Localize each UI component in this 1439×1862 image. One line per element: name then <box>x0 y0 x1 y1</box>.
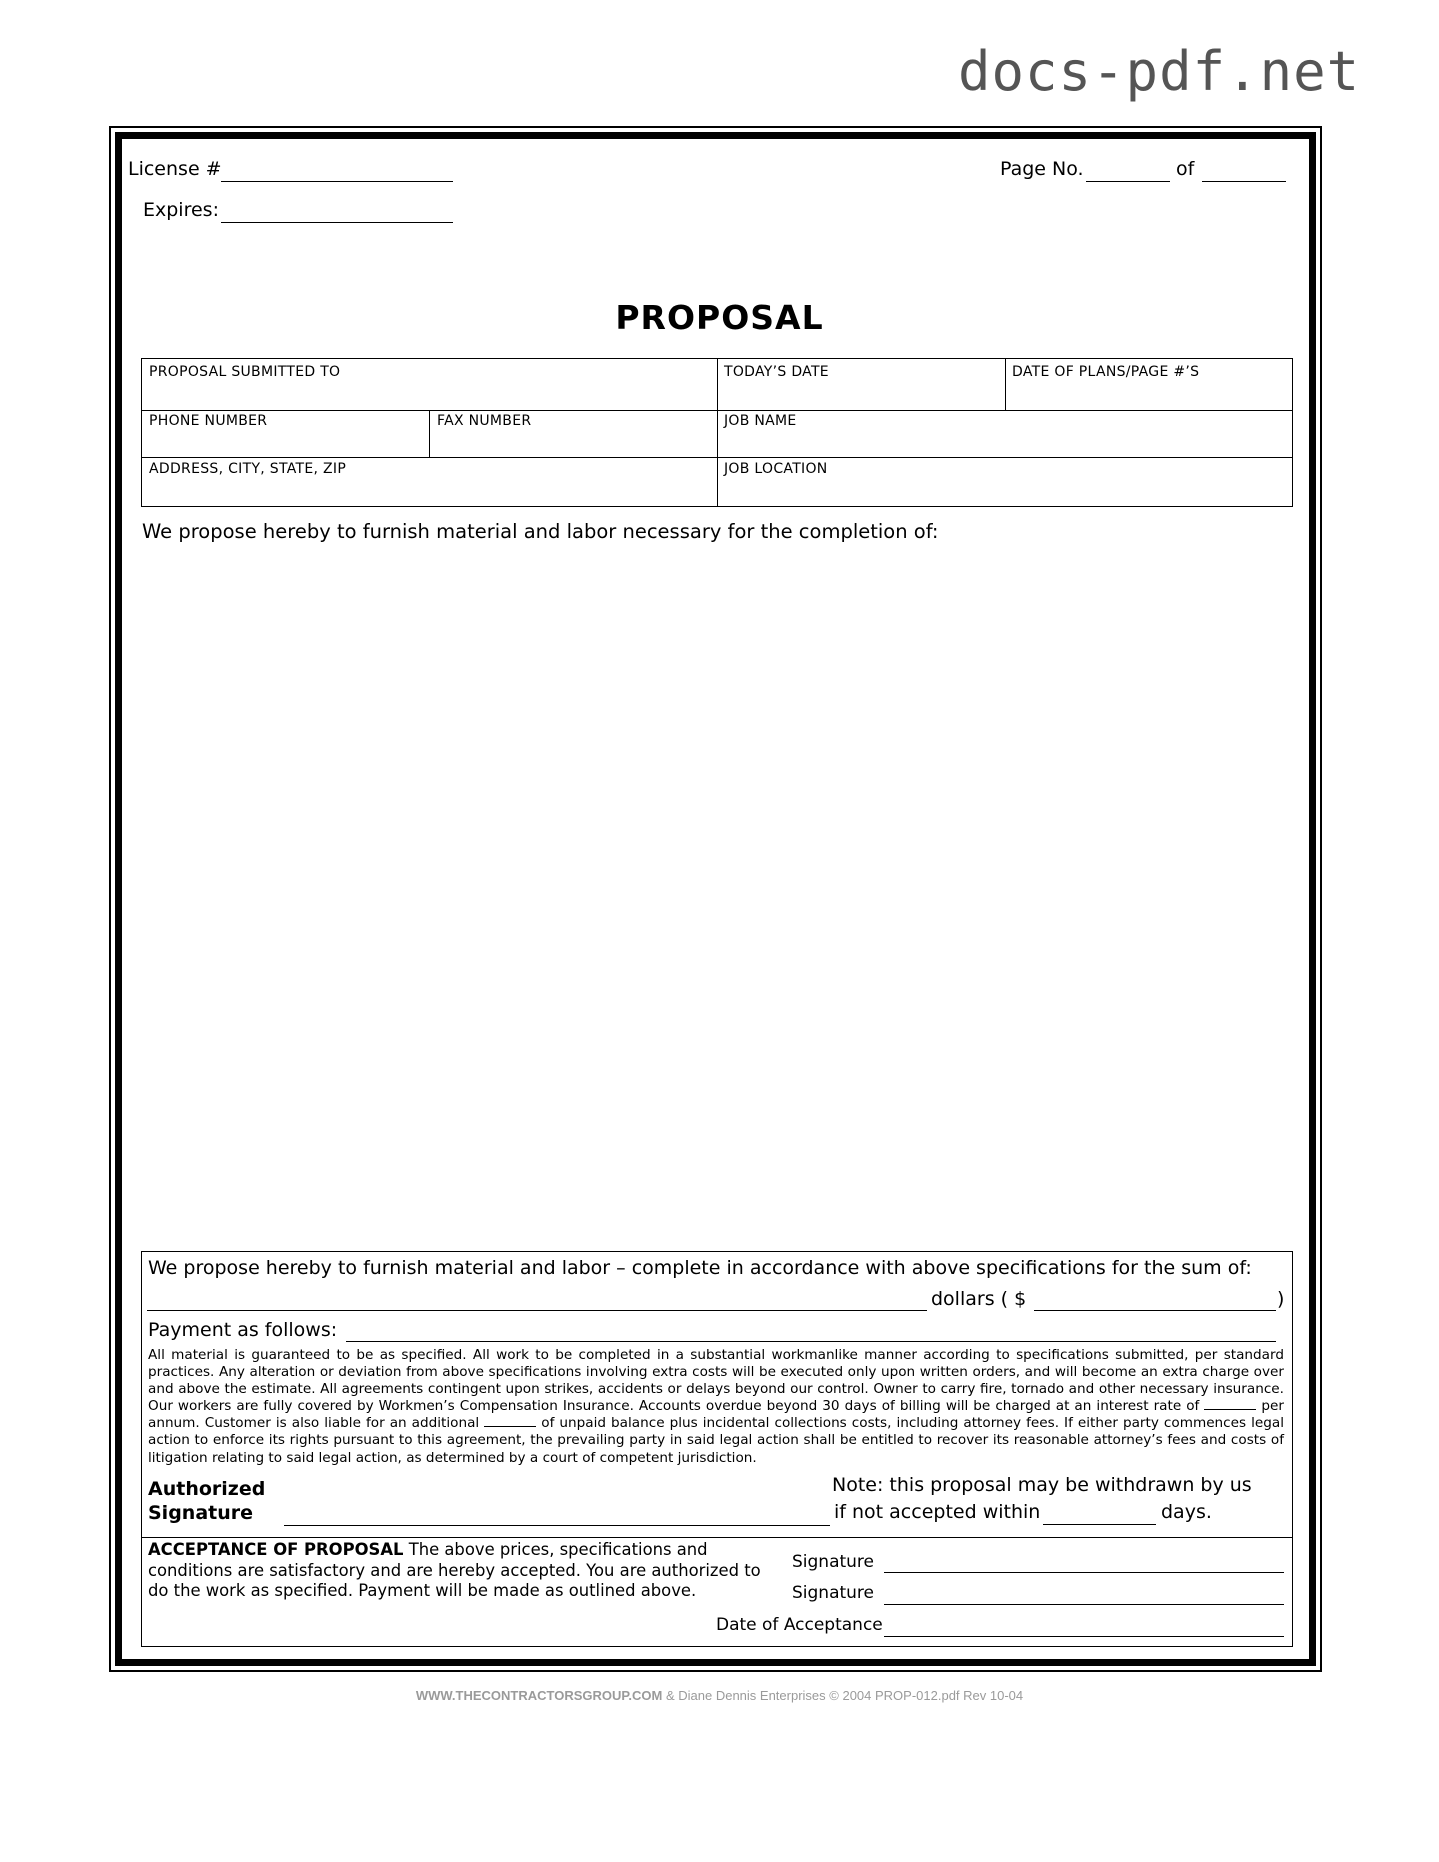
sum-words-field[interactable] <box>147 1310 927 1311</box>
date-of-acceptance-label: Date of Acceptance <box>716 1615 883 1635</box>
signature-field-2[interactable] <box>884 1604 1284 1605</box>
authorized-line1: Authorized <box>148 1478 266 1500</box>
address-label: ADDRESS, CITY, STATE, ZIP <box>149 461 347 477</box>
acceptance-divider <box>142 1537 1292 1538</box>
footer-site: WWW.THECONTRACTORSGROUP.COM <box>415 1688 663 1703</box>
acceptance-heading: ACCEPTANCE OF PROPOSAL <box>148 1540 404 1559</box>
payment-label: Payment as follows: <box>148 1319 338 1341</box>
terms-part-1: All material is guaranteed to be as specified. All work to be completed in a substantial workmanlike manner according to specifications submitted, per standard practices. Any alteration or deviation from above specifications involving extra costs will be executed only upon written orders, and will become an extra charge over and above the estimate. All agreements contingent upon strikes, accidents or delays beyond our control. Owner to carry fire, tornado and other necessary insurance. Our workers are fully covered by Workmen’s Compensation Insurance. Accounts overdue beyond 30 days of billing will be charged at an interest rate of <box>148 1347 1284 1415</box>
signature-field-1[interactable] <box>884 1572 1284 1573</box>
interest-rate-field[interactable] <box>1204 1409 1256 1410</box>
page-total-field[interactable] <box>1202 181 1286 182</box>
date-of-acceptance-field[interactable] <box>884 1636 1284 1637</box>
footer <box>0 1688 1439 1703</box>
terms-part-3: of unpaid balance plus incidental collections costs, including attorney fees. If either party commences legal action to enforce its rights pursuant to this agreement, the prevailing party in said legal action shall be entitled to recover its reasonable attorney’s fees and costs of litigation relating to said legal action, as determined by a court of competent jurisdiction. <box>148 1415 1284 1466</box>
authorized-line2: Signature <box>148 1502 254 1524</box>
authorized-signature-field[interactable] <box>284 1525 830 1526</box>
phone-label: PHONE NUMBER <box>149 413 268 429</box>
work-description-area[interactable] <box>141 560 1293 1230</box>
fax-label: FAX NUMBER <box>437 413 532 429</box>
todays-date-label: TODAY’S DATE <box>724 364 829 380</box>
work-description-intro: We propose hereby to furnish material and labor necessary for the completion of: <box>142 520 939 543</box>
license-field[interactable] <box>221 181 453 182</box>
sum-amount-field[interactable] <box>1034 1310 1276 1311</box>
page-no-label: Page No. <box>1000 158 1084 180</box>
job-name-label: JOB NAME <box>724 413 797 429</box>
signature-label-1: Signature <box>792 1552 875 1572</box>
terms-part-2: per annum. Customer is also liable for an additional <box>148 1398 1284 1432</box>
days-label: days. <box>1161 1501 1212 1523</box>
withdraw-note-line1: Note: this proposal may be withdrawn by us <box>832 1474 1252 1496</box>
acceptance-days-field[interactable] <box>1043 1524 1156 1525</box>
expires-label: Expires: <box>143 199 219 221</box>
payment-terms-field[interactable] <box>346 1341 1276 1342</box>
withdraw-note-line2: if not accepted within <box>834 1501 1041 1523</box>
date-of-plans-label: DATE OF PLANS/PAGE #’S <box>1012 364 1200 380</box>
acceptance-text <box>148 1540 768 1602</box>
grid-col-divider <box>429 410 430 457</box>
footer-copyright: & Diane Dennis Enterprises © 2004 PROP-012.pdf Rev 10-04 <box>662 1688 1024 1703</box>
job-location-label: JOB LOCATION <box>724 461 828 477</box>
collection-percent-field[interactable] <box>484 1426 536 1427</box>
authorized-signature-label <box>148 1477 265 1525</box>
grid-col-divider <box>717 359 718 506</box>
dollars-label: dollars ( $ <box>931 1288 1027 1310</box>
info-grid <box>141 358 1293 507</box>
close-paren: ) <box>1277 1288 1285 1310</box>
page-no-field[interactable] <box>1086 181 1170 182</box>
license-label: License # <box>128 158 222 180</box>
acceptance-body: The above prices, specifications and conditions are satisfactory and are hereby accepted. You are authorized to do the work as specified. Payment will be made as outlined above. <box>148 1540 761 1600</box>
submitted-to-label: PROPOSAL SUBMITTED TO <box>149 364 341 380</box>
watermark: docs-pdf.net <box>958 40 1361 103</box>
grid-col-divider <box>1005 359 1006 410</box>
terms-text <box>148 1347 1284 1467</box>
page-of-label: of <box>1176 158 1195 180</box>
sum-statement: We propose hereby to furnish material and labor – complete in accordance with above specifications for the sum of: <box>148 1257 1252 1279</box>
page-title: PROPOSAL <box>615 298 824 337</box>
expires-field[interactable] <box>221 222 453 223</box>
signature-label-2: Signature <box>792 1583 875 1603</box>
